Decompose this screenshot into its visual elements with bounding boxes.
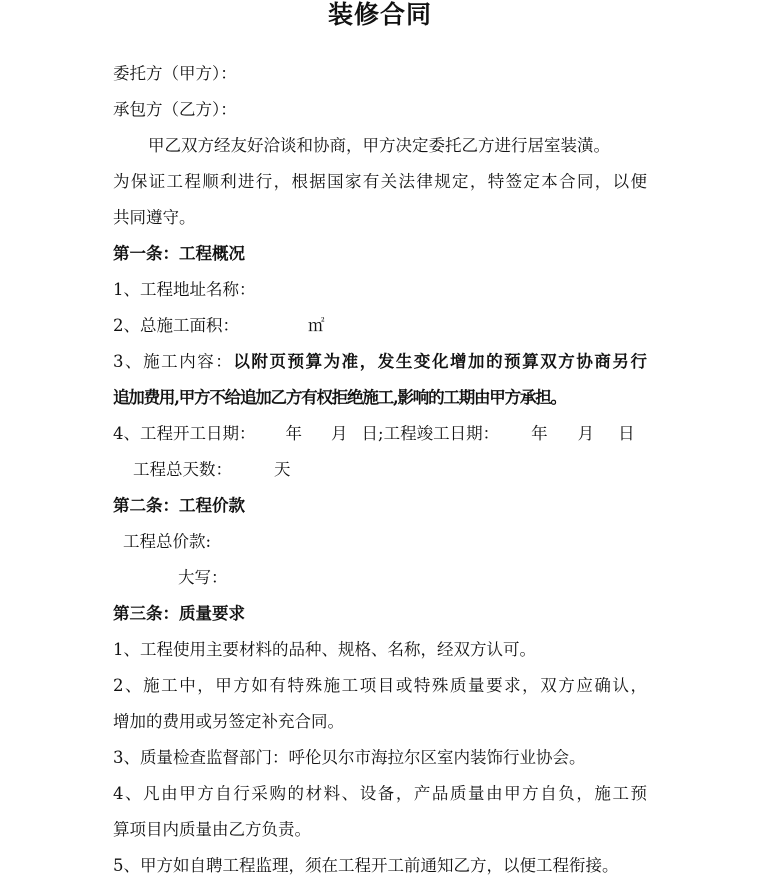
project-address-line: 1、工程地址名称： (113, 280, 256, 299)
start-month: 月 (331, 424, 348, 443)
total-area-label: 2、总施工面积： (113, 316, 239, 335)
end-date-label: 工程竣工日期： (383, 424, 500, 443)
article-2-heading: 第二条：工程价款 (113, 496, 245, 515)
intro-paragraph-line-3: 共同遵守。 (113, 208, 196, 227)
intro-paragraph-line-2: 为保证工程顺利进行，根据国家有关法律规定，特签定本合同，以便 (113, 172, 647, 191)
quality-item-2-line-1: 2、施工中，甲方如有特殊施工项目或特殊质量要求，双方应确认， (113, 676, 647, 695)
quality-item-2-line-2: 增加的费用或另签定补充合同。 (113, 712, 344, 731)
party-b-line: 承包方（乙方）： (113, 100, 237, 119)
quality-item-5: 5、甲方如自聘工程监理，须在工程开工前通知乙方，以便工程衔接。 (113, 856, 619, 875)
intro-paragraph-line-1: 甲乙双方经友好洽谈和协商，甲方决定委托乙方进行居室装潢。 (148, 136, 610, 155)
construction-dates-line (113, 422, 635, 446)
total-price-line: 工程总价款: (123, 532, 212, 551)
quality-item-4-line-1: 4、凡由甲方自行采购的材料、设备，产品质量由甲方自负，施工预 (113, 784, 647, 803)
price-capital-line: 大写： (178, 568, 228, 587)
article-3-heading: 第三条：质量要求 (113, 604, 245, 623)
construction-content-line-2: 追加费用,甲方不给追加乙方有权拒绝施工,影响的工期由甲方承担。 (113, 388, 566, 407)
start-day: 日; (361, 424, 384, 443)
quality-item-3: 3、质量检查监督部门：呼伦贝尔市海拉尔区室内装饰行业协会。 (113, 748, 586, 767)
total-days-unit: 天 (274, 460, 291, 479)
construction-content-text-1: 以附页预算为准，发生变化增加的预算双方协商另行 (233, 352, 648, 371)
total-days-label: 工程总天数： (133, 460, 232, 479)
party-a-line: 委托方（甲方）： (113, 64, 237, 83)
construction-content-label: 3、施工内容： (113, 352, 234, 371)
end-day: 日 (618, 424, 635, 443)
quality-item-4-line-2: 算项目内质量由乙方负责。 (113, 820, 311, 839)
article-1-heading: 第一条：工程概况 (113, 244, 245, 263)
quality-item-1: 1、工程使用主要材料的品种、规格、名称，经双方认可。 (113, 640, 536, 659)
document-title: 装修合同 (327, 0, 432, 29)
total-days-line (133, 458, 291, 482)
end-year: 年 (531, 424, 548, 443)
total-area-line (113, 314, 325, 338)
start-date-label: 4、工程开工日期： (113, 424, 256, 443)
end-month: 月 (577, 424, 595, 443)
area-unit: ㎡ (308, 316, 325, 335)
construction-content-line-1 (113, 350, 647, 374)
start-year: 年 (285, 424, 302, 443)
